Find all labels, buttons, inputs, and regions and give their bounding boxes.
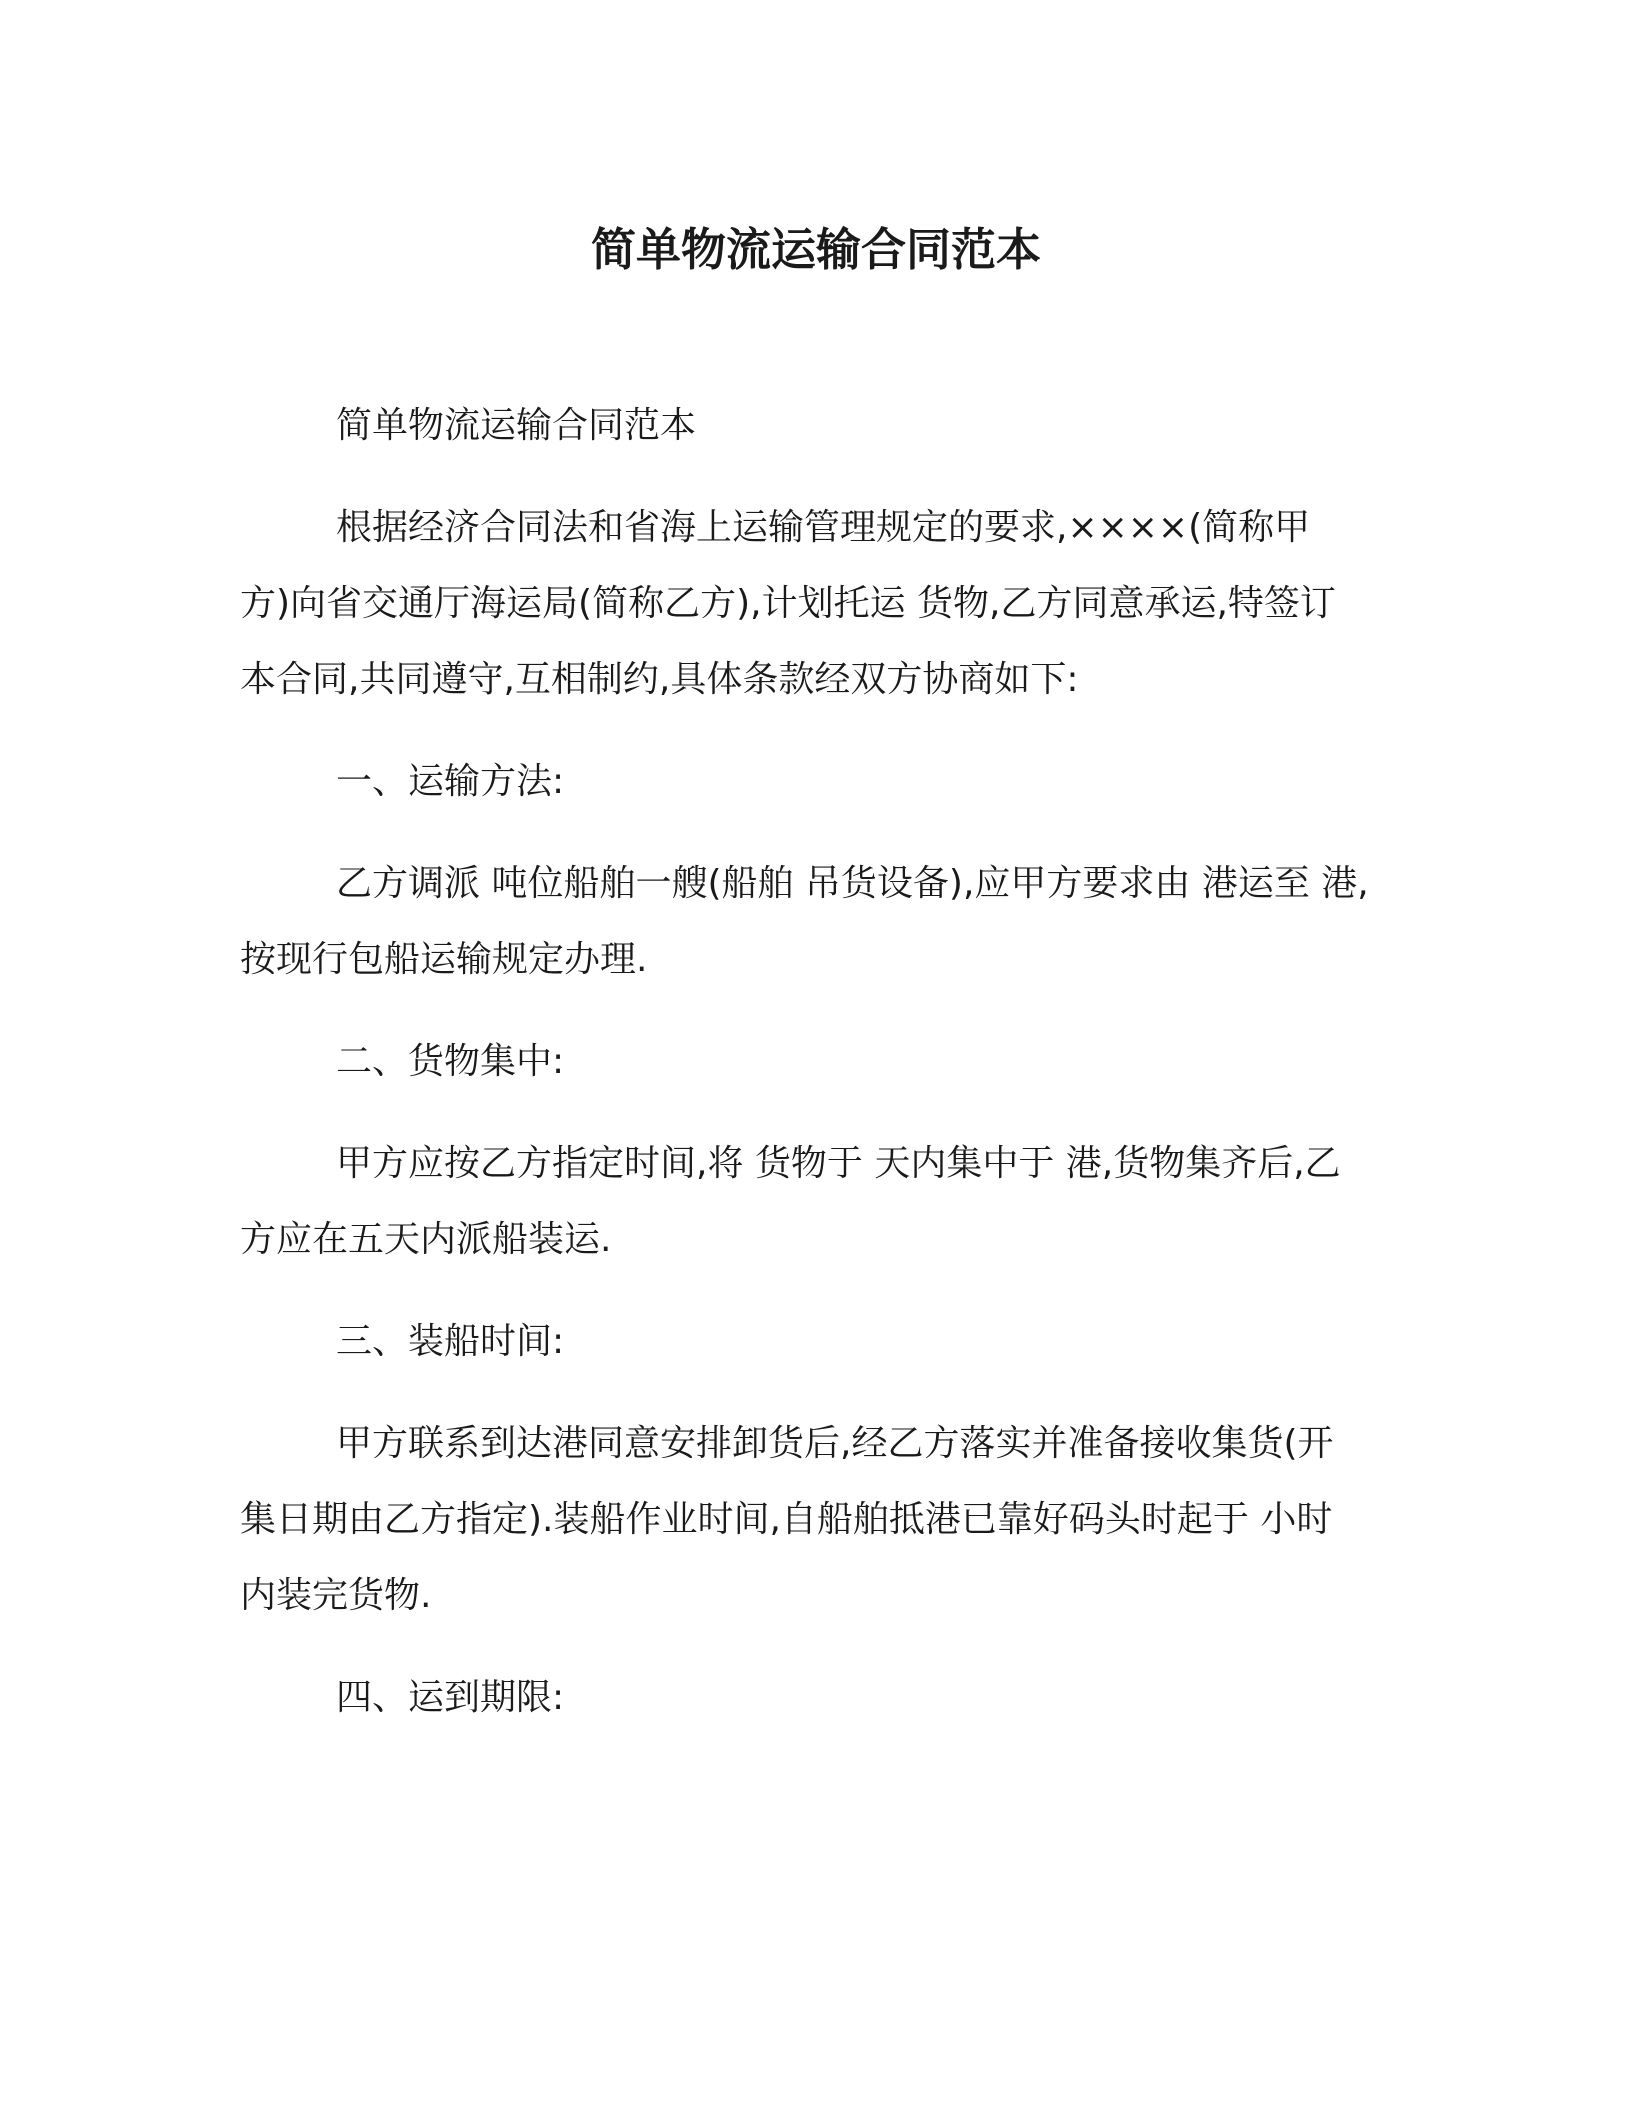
document-subtitle: 简单物流运输合同范本 xyxy=(336,405,697,446)
paragraph-line: 甲方联系到达港同意安排卸货后,经乙方落实并准备接收集货(开 xyxy=(336,1423,1334,1464)
section-heading-loading-time: 三、装船时间: xyxy=(336,1321,565,1362)
paragraph-line: 根据经济合同法和省海上运输管理规定的要求,××××(简称甲 xyxy=(336,507,1311,548)
section-heading-cargo-collection: 二、货物集中: xyxy=(336,1041,565,1082)
document-title: 简单物流运输合同范本 xyxy=(590,223,1041,276)
paragraph-line: 乙方调派 吨位船舶一艘(船舶 吊货设备),应甲方要求由 港运至 港, xyxy=(336,863,1369,904)
section-heading-transport-method: 一、运输方法: xyxy=(336,761,565,802)
section-heading-delivery-deadline: 四、运到期限: xyxy=(336,1677,565,1718)
paragraph-line: 方)向省交通厅海运局(简称乙方),计划托运 货物,乙方同意承运,特签订 xyxy=(240,583,1336,624)
paragraph-line: 集日期由乙方指定).装船作业时间,自船舶抵港已靠好码头时起于 小时 xyxy=(240,1499,1333,1540)
paragraph-line: 内装完货物. xyxy=(240,1575,432,1616)
paragraph-line: 甲方应按乙方指定时间,将 货物于 天内集中于 港,货物集齐后,乙 xyxy=(336,1143,1341,1184)
paragraph-line: 按现行包船运输规定办理. xyxy=(240,939,648,980)
paragraph-line: 方应在五天内派船装运. xyxy=(240,1219,612,1260)
paragraph-line: 本合同,共同遵守,互相制约,具体条款经双方协商如下: xyxy=(240,659,1079,700)
